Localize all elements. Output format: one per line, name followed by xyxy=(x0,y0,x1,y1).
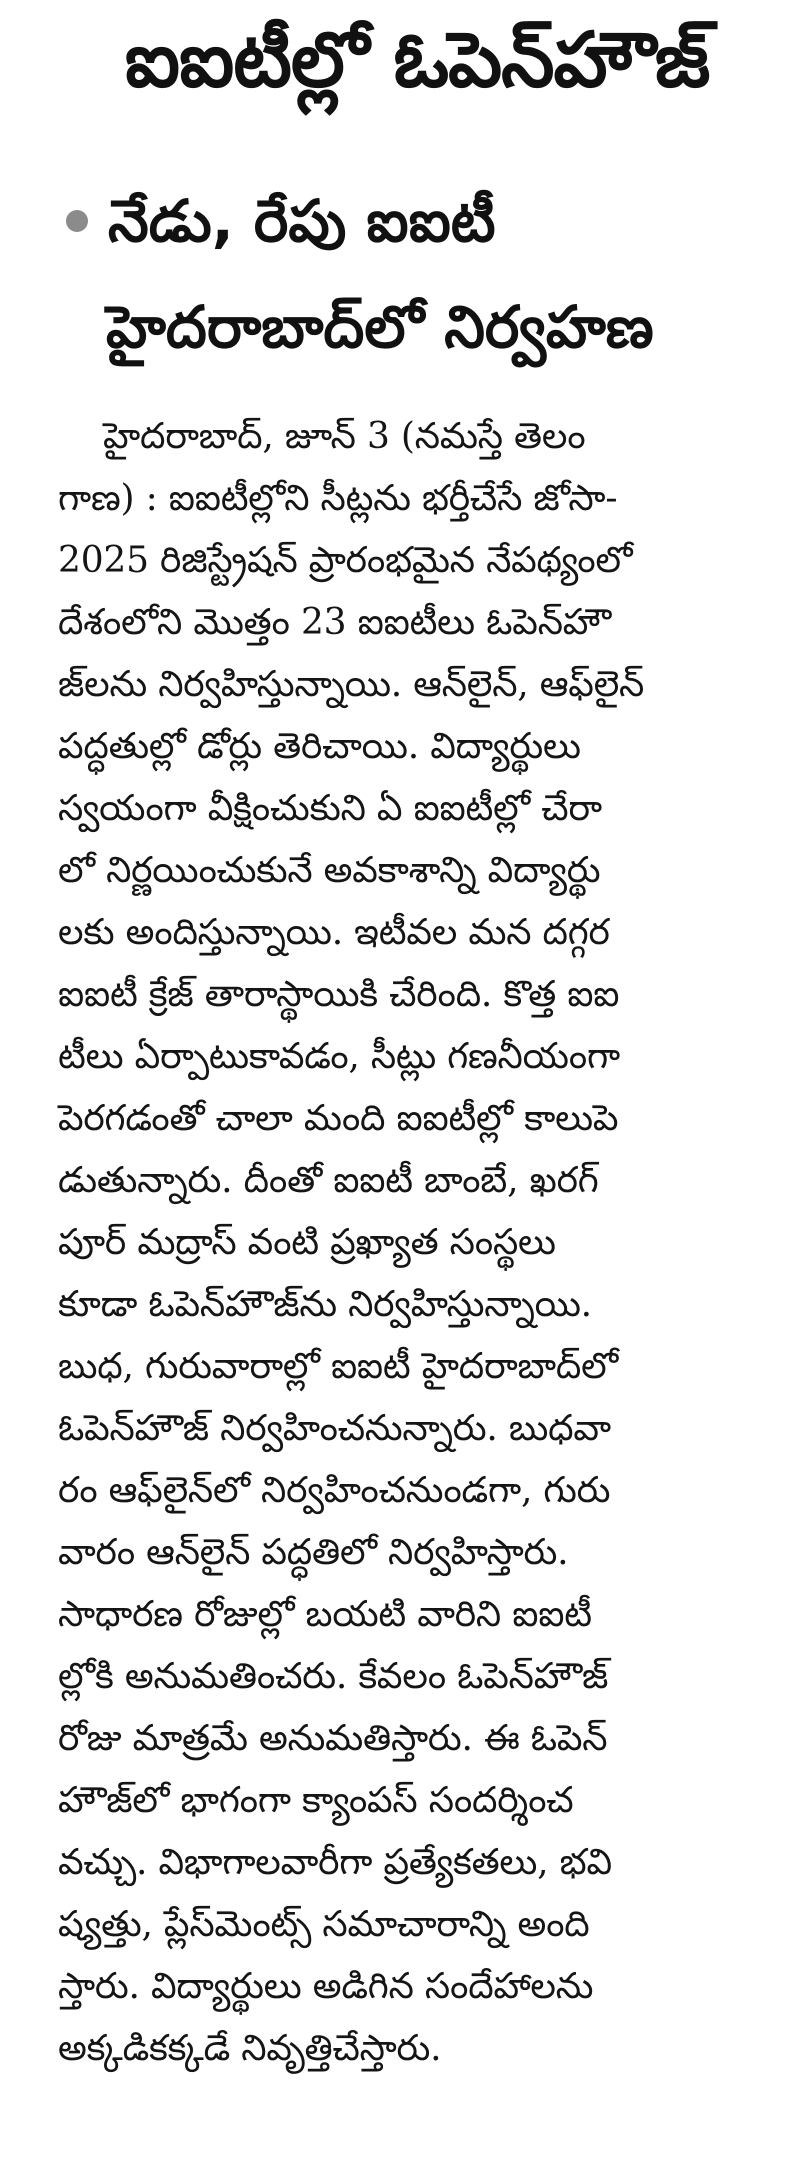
article-line: పూర్‌ మద్రాస్‌ వంటి ప్రఖ్యాత సంస్థలు xyxy=(58,1221,556,1263)
article-line: రం ఆఫ్‌లైన్‌లో నిర్వహించనుండగా, గురు xyxy=(58,1469,611,1511)
article-line: హౌజ్‌లో భాగంగా క్యాంపస్‌ సందర్శించ xyxy=(58,1779,574,1821)
subheadline-block xyxy=(58,168,776,380)
article-line: హైదరాబాద్‌, జూన్‌ 3 (నమస్తే తెలం xyxy=(103,415,586,457)
article-line: వచ్చు. విభాగాలవారీగా ప్రత్యేకతలు, భవి xyxy=(58,1841,612,1883)
article-line: ఐఐటీ క్రేజ్‌ తారాస్థాయికి చేరింది. కొత్త ఐఐ xyxy=(58,973,620,1015)
article-line: జ్‌లను నిర్వహిస్తున్నాయి. ఆన్‌లైన్‌, ఆఫ్‌లైన్‌ xyxy=(58,663,645,705)
bullet-icon xyxy=(66,210,88,232)
article-line: రోజు మాత్రమే అనుమతిస్తారు. ఈ ఓపెన్‌ xyxy=(58,1717,608,1759)
article-line: స్తారు. విద్యార్థులు అడిగిన సందేహాలను xyxy=(58,1965,594,2007)
article-line: బుధ, గురువారాల్లో ఐఐటీ హైదరాబాద్‌లో xyxy=(58,1345,618,1387)
subheadline-line-1 xyxy=(58,168,776,274)
article-line: కూడా ఓపెన్‌హౌజ్‌ను నిర్వహిస్తున్నాయి. xyxy=(58,1283,592,1325)
article-line: ష్యత్తు, ప్లేస్‌మెంట్స్‌ సమాచారాన్ని అంది xyxy=(58,1903,590,1945)
article-line: డుతున్నారు. దీంతో ఐఐటీ బాంబే, ఖరగ్‌ xyxy=(58,1159,599,1201)
article-line: 2025 రిజిస్ట్రేషన్‌ ప్రారంభమైన నేపథ్యంలో xyxy=(58,539,633,581)
article-line: సాధారణ రోజుల్లో బయటి వారిని ఐఐటీ xyxy=(58,1593,592,1635)
article-line: పద్ధతుల్లో డోర్లు తెరిచాయి. విద్యార్థులు xyxy=(58,725,581,767)
headline: ఐఐటీల్లో ఓపెన్‌హౌజ్‌ xyxy=(124,15,710,104)
article-line: ఓపెన్‌హౌజ్‌ నిర్వహించనున్నారు. బుధవా xyxy=(58,1407,611,1449)
article-line: వారం ఆన్‌లైన్‌ పద్ధతిలో నిర్వహిస్తారు. xyxy=(58,1531,569,1573)
subheadline-line-2 xyxy=(58,274,776,380)
article-line: లకు అందిస్తున్నాయి. ఇటీవల మన దగ్గర xyxy=(58,911,610,953)
article-line: గాణ) : ఐఐటీల్లోని సీట్లను భర్తీచేసే జోసా- xyxy=(58,477,618,519)
article-line: ల్లోకి అనుమతించరు. కేవలం ఓపెన్‌హౌజ్‌ xyxy=(58,1655,609,1697)
article-line: లో నిర్ణయించుకునే అవకాశాన్ని విద్యార్థు xyxy=(58,849,601,891)
article-line: అక్కడికక్కడే నివృత్తిచేస్తారు. xyxy=(58,2027,442,2069)
article-line: దేశంలోని మొత్తం 23 ఐఐటీలు ఓపెన్‌హౌ xyxy=(58,601,611,643)
subheadline-text-1: నేడు, రేపు ఐఐటీ xyxy=(108,186,496,255)
article-line: టీలు ఏర్పాటుకావడం, సీట్లు గణనీయంగా xyxy=(58,1035,620,1077)
article-line: స్వయంగా వీక్షించుకుని ఏ ఐఐటీల్లో చేరా xyxy=(58,787,602,829)
subheadline-text-2: హైదరాబాద్‌లో నిర్వహణ xyxy=(106,292,654,361)
article-body xyxy=(58,406,776,2080)
article-line: పెరగడంతో చాలా మంది ఐఐటీల్లో కాలుపె xyxy=(58,1097,619,1139)
